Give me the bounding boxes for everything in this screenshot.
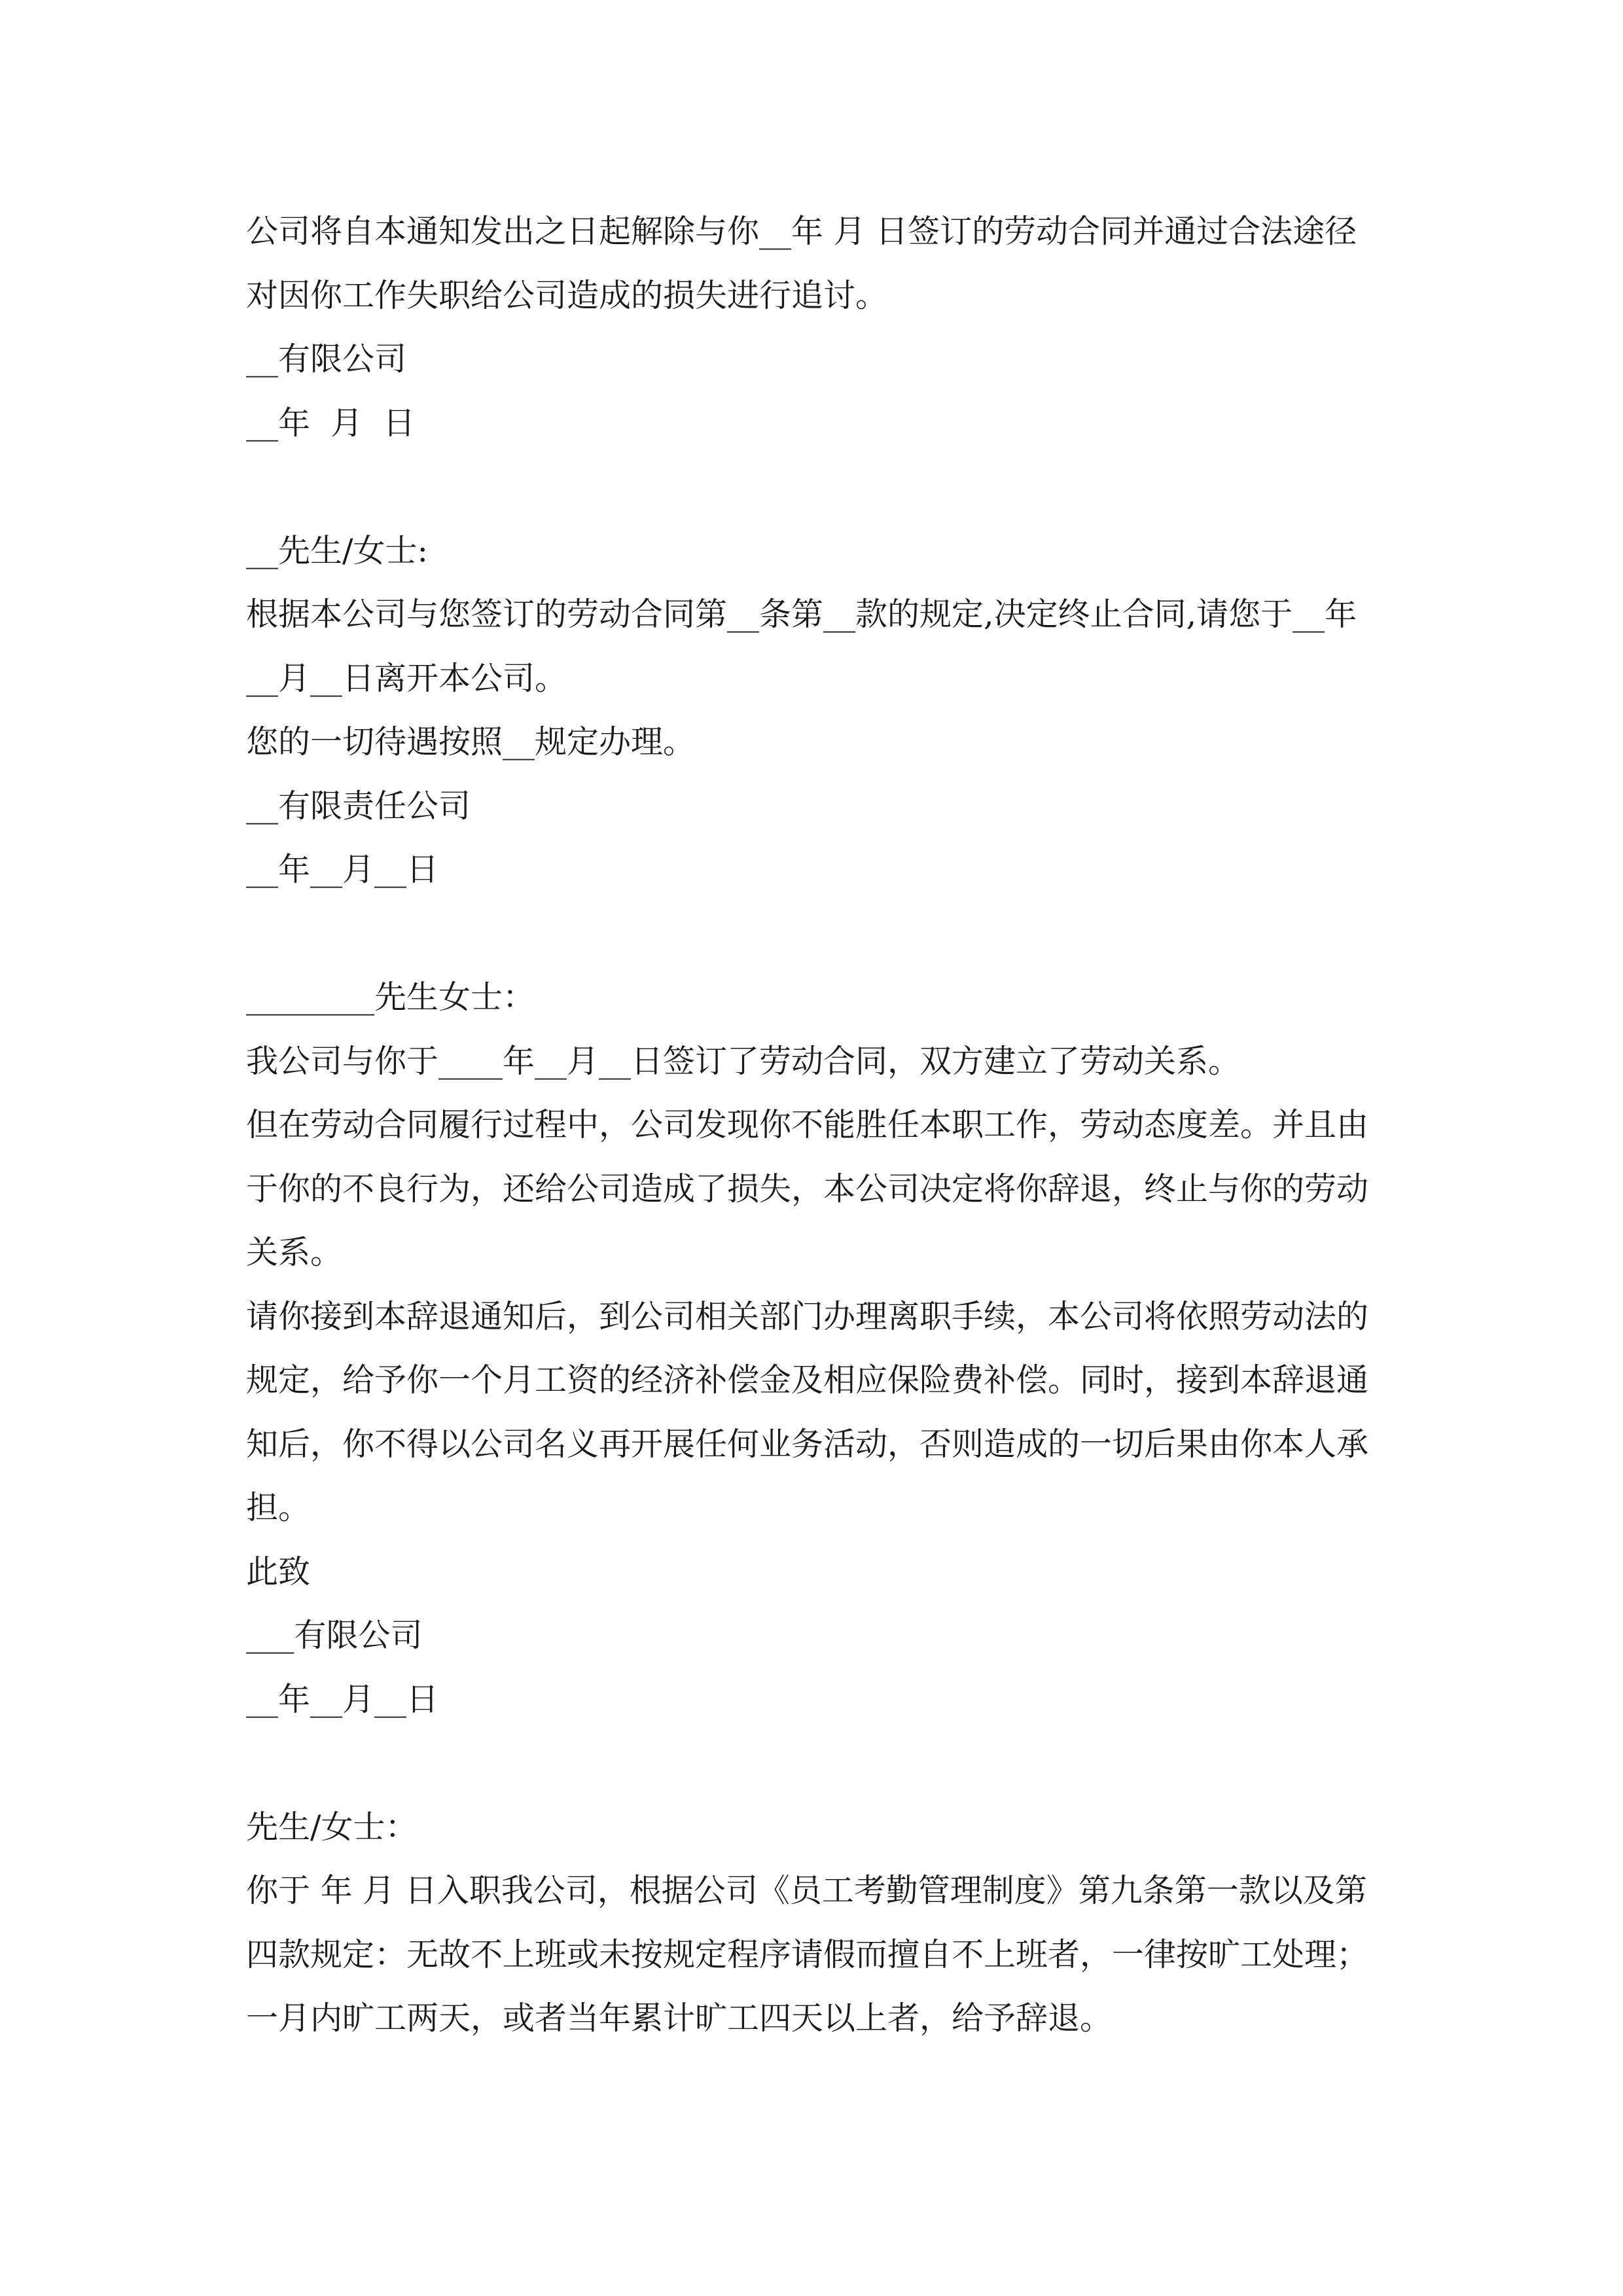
text-line: 四款规定：无故不上班或未按规定程序请假而擅自不上班者，一律按旷工处理； (246, 1935, 1369, 1973)
company-signature: ___有限公司 (246, 1617, 423, 1654)
text-line: 你于 年 月 日入职我公司，根据公司《员工考勤管理制度》第九条第一款以及第 (246, 1872, 1367, 1909)
text-line: 于你的不良行为，还给公司造成了损失，本公司决定将你辞退，终止与你的劳动 (246, 1170, 1369, 1208)
text-line: 知后，你不得以公司名义再开展任何业务活动，否则造成的一切后果由你本人承 (246, 1425, 1369, 1463)
text-line: 公司将自本通知发出之日起解除与你__年 月 日签订的劳动合同并通过合法途径 (246, 213, 1357, 250)
document-body (246, 200, 1378, 2051)
text-line: 对因你工作失职给公司造成的损失进行追讨。 (246, 276, 888, 314)
salutation: ________先生女士： (246, 978, 535, 1016)
text-line: __月__日离开本公司。 (246, 659, 567, 697)
salutation: 先生/女士： (246, 1808, 418, 1846)
section-gap (246, 455, 1378, 519)
notice-section-3 (246, 965, 1378, 1731)
text-line: 请你接到本辞退通知后，到公司相关部门办理离职手续，本公司将依照劳动法的 (246, 1297, 1369, 1335)
company-signature: __有限公司 (246, 340, 407, 378)
date-line: __年__月__日 (246, 1680, 439, 1718)
notice-section-2 (246, 519, 1378, 902)
salutation: __先生/女士: (246, 531, 429, 569)
date-line: __年 月 日 (246, 404, 416, 442)
text-line: 担。 (246, 1489, 311, 1526)
text-line: 规定，给予你一个月工资的经济补偿金及相应保险费补偿。同时，接到本辞退通 (246, 1361, 1369, 1399)
text-line: 您的一切待遇按照__规定办理。 (246, 723, 696, 761)
text-line: 关系。 (246, 1234, 343, 1271)
notice-section-4 (246, 1795, 1378, 2051)
closing-line: 此致 (246, 1552, 311, 1590)
section-gap (246, 1731, 1378, 1795)
text-line: 我公司与你于____年__月__日签订了劳动合同，双方建立了劳动关系。 (246, 1042, 1241, 1080)
text-line: 但在劳动合同履行过程中，公司发现你不能胜任本职工作，劳动态度差。并且由 (246, 1106, 1369, 1143)
text-line: 一月内旷工两天，或者当年累计旷工四天以上者，给予辞退。 (246, 2000, 1113, 2037)
text-line: 根据本公司与您签订的劳动合同第__条第__款的规定,决定终止合同,请您于__年 (246, 596, 1357, 633)
section-gap (246, 902, 1378, 966)
notice-section-1 (246, 200, 1378, 455)
date-line: __年__月__日 (246, 851, 439, 888)
company-signature: __有限责任公司 (246, 787, 471, 825)
